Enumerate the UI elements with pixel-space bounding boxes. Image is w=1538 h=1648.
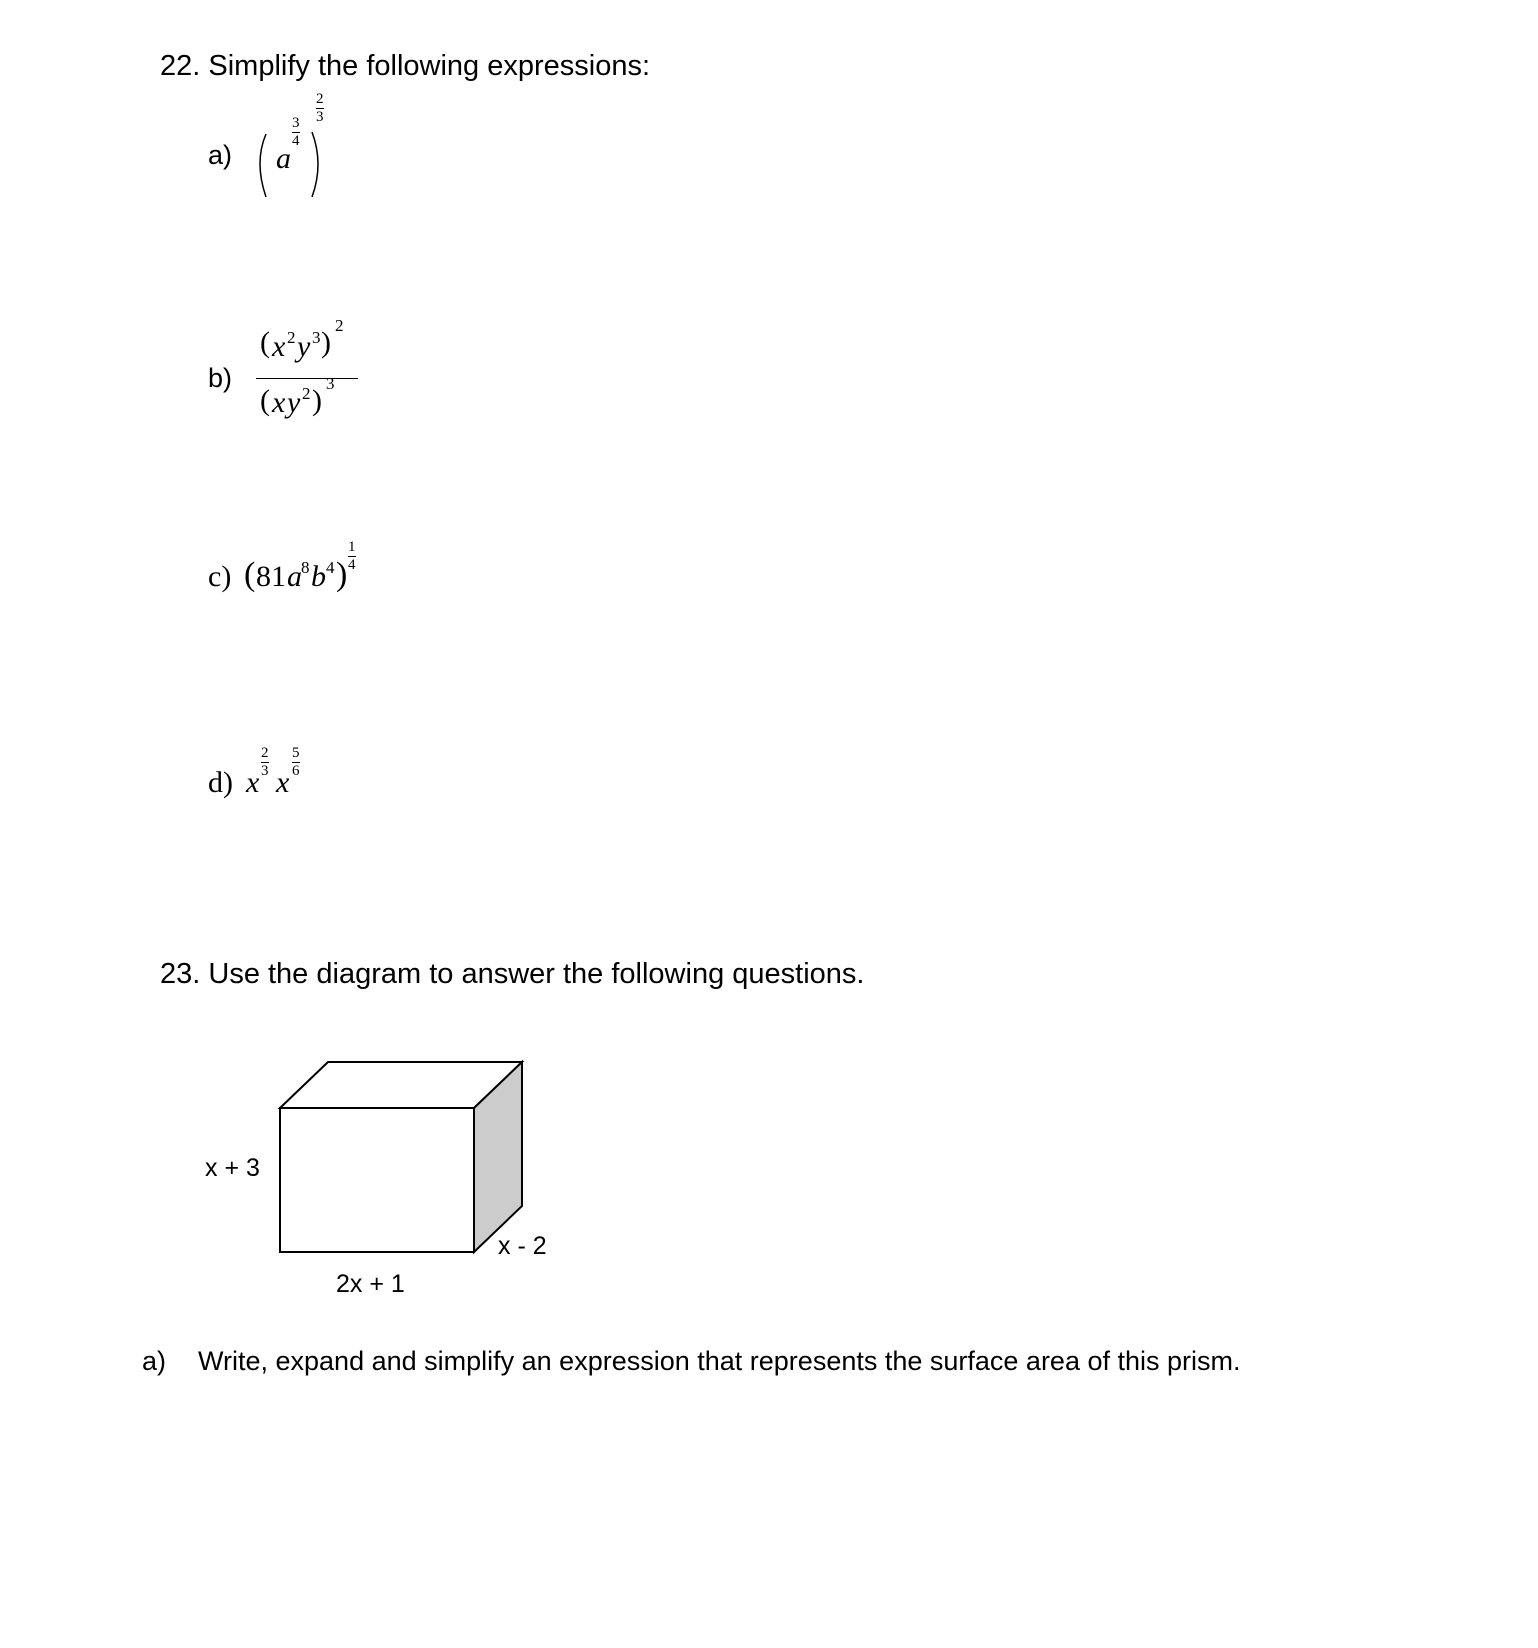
- q22-a-parentheses: [250, 92, 350, 202]
- q22-d-exp2-num: 5: [292, 745, 300, 761]
- q22-a-inner-exponent: [292, 116, 300, 149]
- q22-c-b: b: [311, 560, 326, 593]
- prism-height-label: x + 3: [205, 1154, 260, 1182]
- q22-b-num-x-exp: 2: [287, 328, 296, 347]
- q22-b-den-y: y: [287, 386, 301, 419]
- q22-d-exp2: [292, 746, 300, 779]
- q22-a-expression: [250, 92, 350, 202]
- q22-d-exp1-num: 2: [261, 745, 269, 761]
- q22-d-expression: [246, 746, 326, 806]
- q22-b-num-lparen: (: [260, 326, 270, 359]
- q22-a-inner-exp-num: 3: [292, 115, 300, 131]
- q22-c-lparen: (: [244, 556, 256, 593]
- q22-c-rparen: ): [336, 556, 348, 593]
- q22-a-outer-exponent: [316, 92, 324, 125]
- q22-d-exp1: [261, 746, 269, 779]
- q22-a-outer-exp-den: 3: [316, 109, 324, 125]
- q22-b-expression: [250, 316, 370, 450]
- prism-width-label: 2x + 1: [336, 1270, 405, 1298]
- q22-d-label: d): [208, 766, 233, 799]
- q22-b-label: b): [208, 363, 233, 393]
- q22-c-label: c): [208, 560, 232, 593]
- q22-c-a-exp: 8: [301, 558, 310, 577]
- q22-b-num-y: y: [297, 330, 311, 363]
- q22-d-x2: x: [276, 766, 290, 799]
- q22-b-fraction-bar: [256, 378, 358, 379]
- q22-c-outer-exp-den: 4: [348, 557, 356, 573]
- q22-c-outer-exp-num: 1: [348, 539, 356, 555]
- prism-depth-label: x - 2: [498, 1232, 547, 1260]
- q22-b-num-y-exp: 3: [312, 328, 321, 347]
- q22-a-base: a: [276, 142, 291, 175]
- q22-c-expression: [244, 540, 384, 620]
- prism-front-face: [280, 1108, 474, 1252]
- q23-a-text: Write, expand and simplify an expression that represents the surface area of this prism.: [198, 1346, 1241, 1376]
- q22-c-a: a: [287, 560, 302, 593]
- q22-d-exp2-den: 6: [292, 763, 300, 779]
- q22-a-outer-exp-num: 2: [316, 91, 324, 107]
- q22-d-exp1-den: 3: [261, 763, 269, 779]
- q23-title: 23. Use the diagram to answer the following questions.: [160, 958, 865, 990]
- q22-a-label: a): [208, 140, 233, 170]
- q22-title: 22. Simplify the following expressions:: [160, 50, 651, 82]
- q22-b-den-x: x: [272, 386, 286, 419]
- q23-a-label: a): [142, 1346, 167, 1376]
- q22-b-den-rparen: ): [312, 384, 322, 417]
- q22-b-den-outer-exp: 3: [326, 374, 335, 393]
- q22-d-x1: x: [246, 766, 260, 799]
- q22-c-coef: 81: [256, 560, 286, 593]
- q22-b-num-x: x: [272, 330, 286, 363]
- q22-b-num-rparen: ): [321, 326, 331, 359]
- q22-b-den-lparen: (: [260, 384, 270, 417]
- q22-b-num-outer-exp: 2: [335, 316, 344, 335]
- q22-a-inner-exp-den: 4: [292, 133, 300, 149]
- q22-c-b-exp: 4: [326, 558, 335, 577]
- prism-diagram: [270, 1050, 530, 1258]
- q22-c-outer-exponent: [348, 540, 356, 573]
- q22-b-den-y-exp: 2: [302, 384, 311, 403]
